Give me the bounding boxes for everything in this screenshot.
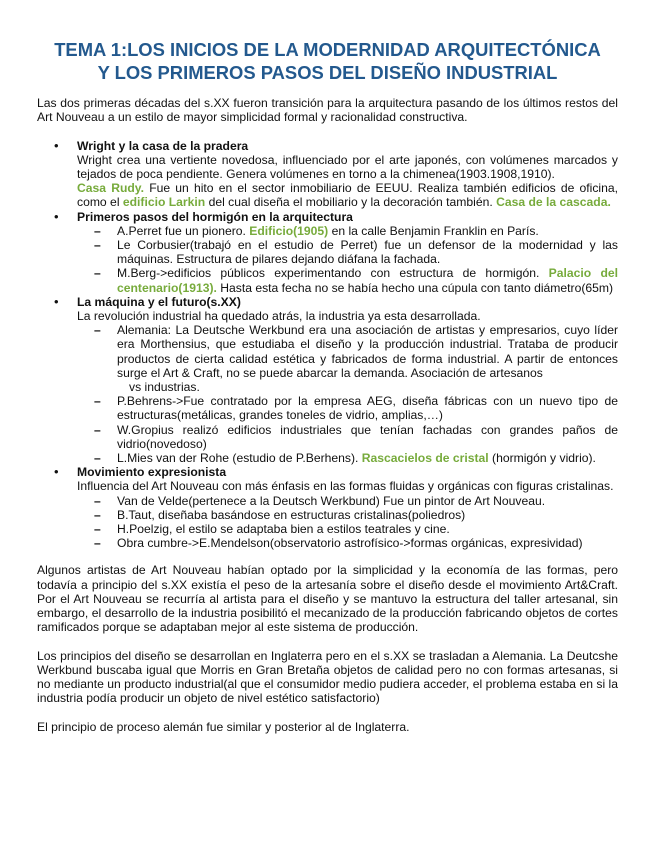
dash-icon: – xyxy=(94,422,101,437)
highlight-casa-rudy: Casa Rudy. xyxy=(77,181,145,196)
text-run: Van de Velde(pertenece a la Deutsch Werkbund) Fue un pintor de Art Nouveau. xyxy=(117,493,546,508)
text-run: Alemania: La Deutsche Werkbund era una asociación de artistas y empresarios, cuyo líder era Morthensius, que estudiaba el diseño y la producción industrial. Trataba de producir productos de cierta calidad estética y fabricados de forma industrial. A partir de entonces surge el Art & Craft, no se puede abarcar la demanda. Asociación de artesanos xyxy=(117,323,618,380)
bullet-section-wright xyxy=(37,139,618,210)
list-item xyxy=(37,451,618,465)
text-run: B.Taut, diseñaba basándose en estructuras cristalinas(poliedros) xyxy=(117,507,466,522)
highlight-edificio-1905: Edificio(1905) xyxy=(249,223,329,238)
dash-icon: – xyxy=(94,223,101,238)
list-item xyxy=(37,266,618,294)
section-text: Influencia del Art Nouveau con más énfasis en las formas fluidas y orgánicas con figuras cristalinas. xyxy=(77,479,614,494)
bullet-icon: • xyxy=(54,208,59,224)
title-line-1: TEMA 1:LOS INICIOS DE LA MODERNIDAD ARQUITECTÓNICA xyxy=(54,39,601,60)
text-run: Wright crea una vertiente novedosa, influenciado por el arte japonés, con volúmenes marcados y tejados de poca pendiente. Genera volúmenes en torno a la chimenea(1903.1908,1910). xyxy=(77,152,618,181)
section-text: La revolución industrial ha quedado atrás, la industria ya esta desarrollada. xyxy=(77,309,481,324)
section-heading: Movimiento expresionista xyxy=(77,465,227,480)
section-heading: Primeros pasos del hormigón en la arquitectura xyxy=(77,209,353,224)
text-run: A.Perret fue un pionero. xyxy=(117,223,250,238)
dash-icon: – xyxy=(94,451,101,466)
list-item xyxy=(37,508,618,522)
dash-icon: – xyxy=(94,266,101,281)
dash-icon: – xyxy=(94,522,101,537)
highlight-palacio-centenario: Palacio del centenario(1913). xyxy=(117,266,618,295)
dash-icon: – xyxy=(94,238,101,253)
bullet-icon: • xyxy=(54,293,59,309)
text-run: (hormigón y vidrio). xyxy=(488,451,596,466)
list-item xyxy=(37,238,618,266)
list-item xyxy=(37,394,618,422)
dash-icon: – xyxy=(94,536,101,551)
highlight-edificio-larkin: edificio Larkin xyxy=(122,195,206,210)
page-title xyxy=(30,38,625,84)
text-run: L.Mies van der Rohe (estudio de P.Berhens). xyxy=(117,451,362,466)
text-run: en la calle Benjamin Franklin en París. xyxy=(328,223,539,238)
text-run: H.Poelzig, el estilo se adaptaba bien a estilos teatrales y cine. xyxy=(117,522,450,537)
text-run: M.Berg->edificios públicos experimentando con estructura de hormigón. xyxy=(117,266,549,281)
bullet-icon: • xyxy=(54,464,59,480)
text-run: del cual diseña el mobiliario y la decoración también. xyxy=(205,195,497,210)
paragraph-principios-diseno: Los principios del diseño se desarrollan en Inglaterra pero en el s.XX se trasladan a Alemania. La Deutcshe Werkbund buscaba igual que Morris en Gran Bretaña objetos de calidad pero no con formas artesanas, si no mediante un producto industrial(al que el consumidor medio pudiera acceder, el problema estaba en si la industria podía producir un objeto de nivel estético satisfactorio) xyxy=(37,648,618,706)
section-heading: Wright y la casa de la pradera xyxy=(77,138,249,153)
list-item xyxy=(37,323,618,394)
paragraph-proceso-aleman: El principio de proceso alemán fue similar y posterior al de Inglaterra. xyxy=(37,719,410,734)
list-item xyxy=(37,423,618,451)
text-run: Obra cumbre->E.Mendelson(observatorio astrofísico->formas orgánicas, expresividad) xyxy=(117,536,583,551)
list-item xyxy=(37,536,618,550)
dash-icon: – xyxy=(94,507,101,522)
list-item xyxy=(37,522,618,536)
highlight-casa-cascada: Casa de la cascada. xyxy=(496,195,611,210)
text-run: P.Behrens->Fue contratado por la empresa AEG, diseña fábricas con un nuevo tipo de estructuras(metálicas, grandes toneles de vidrio, amplias,…) xyxy=(117,394,618,423)
text-run: W.Gropius realizó edificios industriales que tenían fachadas con grandes paños de vidrio(novedoso) xyxy=(117,422,618,451)
dash-icon: – xyxy=(94,493,101,508)
document-body xyxy=(37,96,618,734)
dash-icon: – xyxy=(94,394,101,409)
text-run: vs industrias. xyxy=(129,380,200,395)
dash-icon: – xyxy=(94,323,101,338)
text-run: Le Corbusier(trabajó en el estudio de Perret) fue un defensor de la modernidad y las máquinas. Estructura de pilares dejando diáfana la fachada. xyxy=(117,238,618,267)
text-run: Fue un hito en el sector inmobiliario de EEUU. Realiza también edificios de oficina, como el xyxy=(77,181,618,210)
list-item xyxy=(37,494,618,508)
bullet-section-maquina xyxy=(37,295,618,323)
bullet-section-hormigon xyxy=(37,210,618,224)
list-item xyxy=(37,224,618,238)
text-run: Hasta esta fecha no se había hecho una cúpula con tanto diámetro(65m) xyxy=(216,280,614,295)
paragraph-art-nouveau: Algunos artistas de Art Nouveau habían optado por la simplicidad y la economía de las formas, pero todavía a principio del s.XX existía el peso de la artesanía sobre el diseño desde el movimiento Art&Craft. Por el Art Nouveau se recurría al artista para el diseño y se mantuvo la estructura del taller artesanal, sin embargo, el desarrollo de la industria posibilitó el mecanizado de la producción fabricando objetos de cortes ramificados porque se adaptaban mejor al este sistema de producción. xyxy=(37,563,618,635)
section-text xyxy=(77,153,618,210)
title-line-2: Y LOS PRIMEROS PASOS DEL DISEÑO INDUSTRIAL xyxy=(97,62,558,83)
section-heading: La máquina y el futuro(s.XX) xyxy=(77,294,241,309)
intro-paragraph: Las dos primeras décadas del s.XX fueron transición para la arquitectura pasando de los últimos restos del Art Nouveau a un estilo de mayor simplicidad formal y racionalidad constructiva. xyxy=(37,96,618,125)
bullet-icon: • xyxy=(54,137,59,153)
highlight-rascacielos-cristal: Rascacielos de cristal xyxy=(361,451,489,466)
bullet-section-expresionista xyxy=(37,465,618,493)
